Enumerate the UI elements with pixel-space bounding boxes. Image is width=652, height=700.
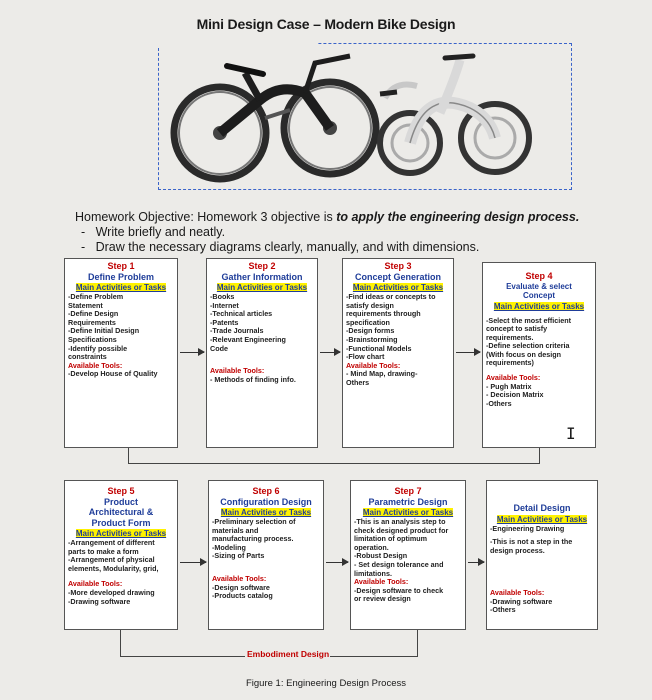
step-name: Concept Generation xyxy=(354,271,441,282)
tool-item: - Methods of finding info. xyxy=(210,374,296,384)
embodiment-design-label: Embodiment Design xyxy=(247,649,330,659)
step-3-box xyxy=(342,258,454,448)
main-activities-label: Main Activities or Tasks xyxy=(216,283,308,292)
bike-images xyxy=(155,38,575,193)
step-name: Define Problem xyxy=(87,271,154,282)
tool-item: -Others xyxy=(490,605,516,615)
objective-prefix: Homework Objective: Homework 3 objective is xyxy=(75,210,337,224)
detail-design-box xyxy=(486,480,598,630)
step-7-box xyxy=(350,480,466,630)
available-tools-label: Available Tools: xyxy=(212,573,267,583)
tool-item: Others xyxy=(346,377,370,387)
step-label: Step 2 xyxy=(248,261,276,271)
step-5-box xyxy=(64,480,178,630)
available-tools-label: Available Tools: xyxy=(68,579,123,589)
step-name: Gather Information xyxy=(221,271,303,282)
step-items: -Preliminary selection of materials and manufacturing process. -Modeling -Sizing of Parts xyxy=(212,517,296,561)
dark-bike-image xyxy=(174,56,376,179)
step-name: Detail Design xyxy=(513,503,571,513)
arrow-5-6 xyxy=(180,562,206,563)
white-bike-image xyxy=(380,56,529,173)
tool-item: - Pugh Matrix xyxy=(486,381,532,391)
tool-item: - Decision Matrix xyxy=(486,390,544,400)
tool-item: -Drawing software xyxy=(490,596,553,606)
tool-item: -More developed drawing xyxy=(68,587,155,597)
available-tools-label: Available Tools: xyxy=(486,373,541,383)
step-name: Evaluate & select Concept xyxy=(506,281,572,300)
step-label: Step 4 xyxy=(525,271,553,281)
step-name: Configuration Design xyxy=(220,496,312,507)
step-items: -Engineering Drawing -This is not a step in the design process. xyxy=(490,523,573,555)
tool-item: or review design xyxy=(354,594,411,604)
step-name: Product Architectural & Product Form xyxy=(88,496,154,528)
available-tools-label: Available Tools: xyxy=(490,588,545,598)
step-2-box xyxy=(206,258,318,448)
step-1-box xyxy=(64,258,178,448)
main-activities-label: Main Activities or Tasks xyxy=(75,529,167,538)
main-activities-label: Main Activities or Tasks xyxy=(496,514,588,524)
bullet-1: - Write briefly and neatly. xyxy=(81,225,226,239)
main-activities-label: Main Activities or Tasks xyxy=(75,283,167,292)
bullet-2: - Draw the necessary diagrams clearly, manually, and with dimensions. xyxy=(81,240,480,254)
tool-item: -Design software xyxy=(212,582,270,592)
step-6-box xyxy=(208,480,324,630)
objective-emphasis: to apply the engineering design process. xyxy=(336,210,580,224)
step-items: -Find ideas or concepts to satisfy design requirements through specification -Design forms -Brainstorming -Functional Models -Flow chart xyxy=(346,292,436,362)
arrow-7-detail xyxy=(468,562,484,563)
arrow-3-4 xyxy=(456,352,480,353)
page-title: Mini Design Case – Modern Bike Design xyxy=(196,16,456,32)
step-name: Parametric Design xyxy=(368,496,448,507)
tool-item: -Drawing software xyxy=(68,596,131,606)
main-activities-label: Main Activities or Tasks xyxy=(352,283,444,292)
arrow-2-3 xyxy=(320,352,340,353)
figure-caption: Figure 1: Engineering Design Process xyxy=(245,678,406,689)
arrow-6-7 xyxy=(326,562,348,563)
tool-item: -Others xyxy=(486,398,512,408)
available-tools-label: Available Tools: xyxy=(68,360,123,370)
step-items: -Define Problem Statement -Define Design Requirements -Define Initial Design Specifications -Identify possible constraints xyxy=(68,292,140,362)
available-tools-label: Available Tools: xyxy=(354,577,409,587)
step-items: -Select the most efficient concept to satisfy requirements. -Define selection criteria (With focus on design requirements) xyxy=(486,315,572,368)
step-label: Step 7 xyxy=(394,486,422,496)
text-cursor-icon: I xyxy=(566,424,576,443)
available-tools-label: Available Tools: xyxy=(210,366,265,376)
step-4-box xyxy=(482,262,596,448)
main-activities-label: Main Activities or Tasks xyxy=(220,508,312,517)
step-label: Step 1 xyxy=(107,261,135,271)
step-items: -Books -Internet -Technical articles -Patents -Trade Journals -Relevant Engineering Code xyxy=(210,292,286,353)
homework-objective xyxy=(75,210,579,224)
step-label: Step 6 xyxy=(252,486,280,496)
main-activities-label: Main Activities or Tasks xyxy=(493,301,585,311)
step-label: Step 3 xyxy=(384,261,412,271)
tool-item: -Products catalog xyxy=(212,591,273,601)
tool-item: -Design software to check xyxy=(354,585,444,595)
available-tools-label: Available Tools: xyxy=(346,360,401,370)
arrow-1-2 xyxy=(180,352,204,353)
tool-item: - Mind Map, drawing- xyxy=(346,369,418,379)
main-activities-label: Main Activities or Tasks xyxy=(362,508,454,517)
tool-item: -Develop House of Quality xyxy=(68,369,158,379)
step-label: Step 5 xyxy=(107,486,135,496)
step-items: -Arrangement of different parts to make a form -Arrangement of physical elements, Modularity, grid, xyxy=(68,538,159,573)
step-items: -This is an analysis step to check designed product for limitation of optimum operation. -Robust Design - Set design tolerance and limitations. xyxy=(354,517,449,578)
